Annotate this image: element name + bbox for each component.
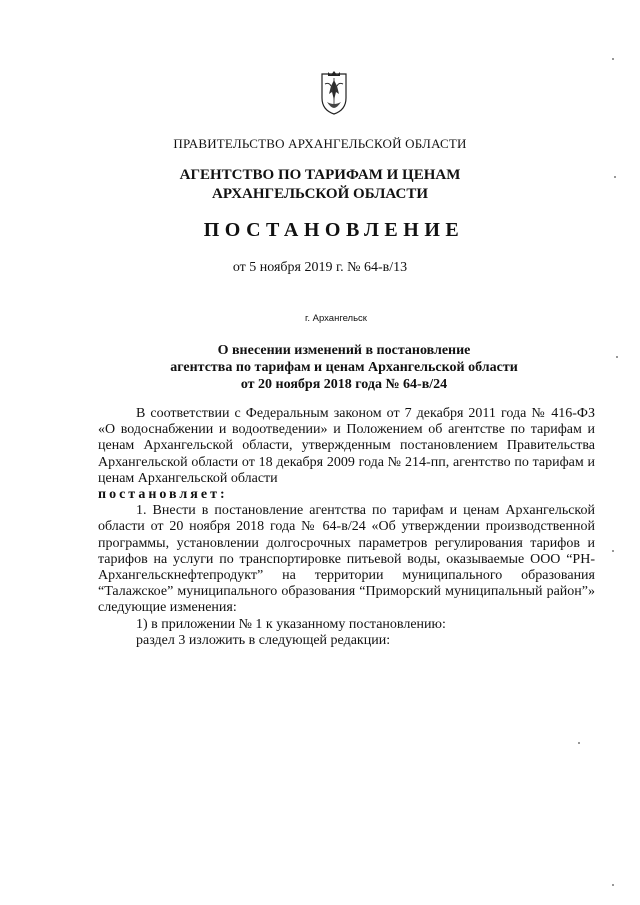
agency-name-line2: АРХАНГЕЛЬСКОЙ ОБЛАСТИ [212,186,428,202]
subitem-2-paragraph: раздел 3 изложить в следующей редакции: [136,632,391,648]
scan-artifact [578,742,580,744]
document-type: ПОСТАНОВЛЕНИЕ [203,219,465,241]
title-line2: агентства по тарифам и ценам Архангельской области [170,360,518,375]
item-1-paragraph: 1. Внести в постановление агентства по тарифам и ценам Архангельской области от 20 ноября 2018 года № 64-в/24 «Об утверждении производственной программы, установлении долгосрочных параметров регулирования тарифов и тарифов на услуги по транспортировке питьевой воды, оказываемые ООО “РН-Архангельскнефтепродукт” на территории муниципального образования “Талажское” муниципального образования “Приморский муниципальный район”» следующие изменения: [98,503,595,616]
resolves-word: постановляет: [98,487,228,503]
document-date-number: от 5 ноября 2019 г. № 64-в/13 [232,260,408,275]
scan-artifact [612,884,614,886]
agency-name [0,166,640,204]
coat-of-arms-emblem [319,70,349,116]
scan-artifact [614,176,616,178]
title-line3: от 20 ноября 2018 года № 64-в/24 [240,377,448,392]
agency-name-line1: АГЕНТСТВО ПО ТАРИФАМ И ЦЕНАМ [179,167,461,183]
preamble-paragraph: В соответствии с Федеральным законом от 7 декабря 2011 года № 416-ФЗ «О водоснабжении и водоотведении» и Положением об агентстве по тарифам и ценам Архангельской области, утвержденным постановлением Правительства Архангельской области от 18 декабря 2009 года № 214-пп, агентство по тарифам и ценам Архангельской области [98,406,595,486]
government-name: ПРАВИТЕЛЬСТВО АРХАНГЕЛЬСКОЙ ОБЛАСТИ [173,136,467,151]
document-title [0,342,640,393]
scan-artifact [612,58,614,60]
document-city: г. Архангельск [305,313,367,324]
subitem-1-paragraph: 1) в приложении № 1 к указанному постановлению: [136,616,446,632]
document-body [98,406,595,649]
scan-artifact [616,356,618,358]
title-line1: О внесении изменений в постановление [217,343,471,358]
scan-artifact [612,550,614,552]
